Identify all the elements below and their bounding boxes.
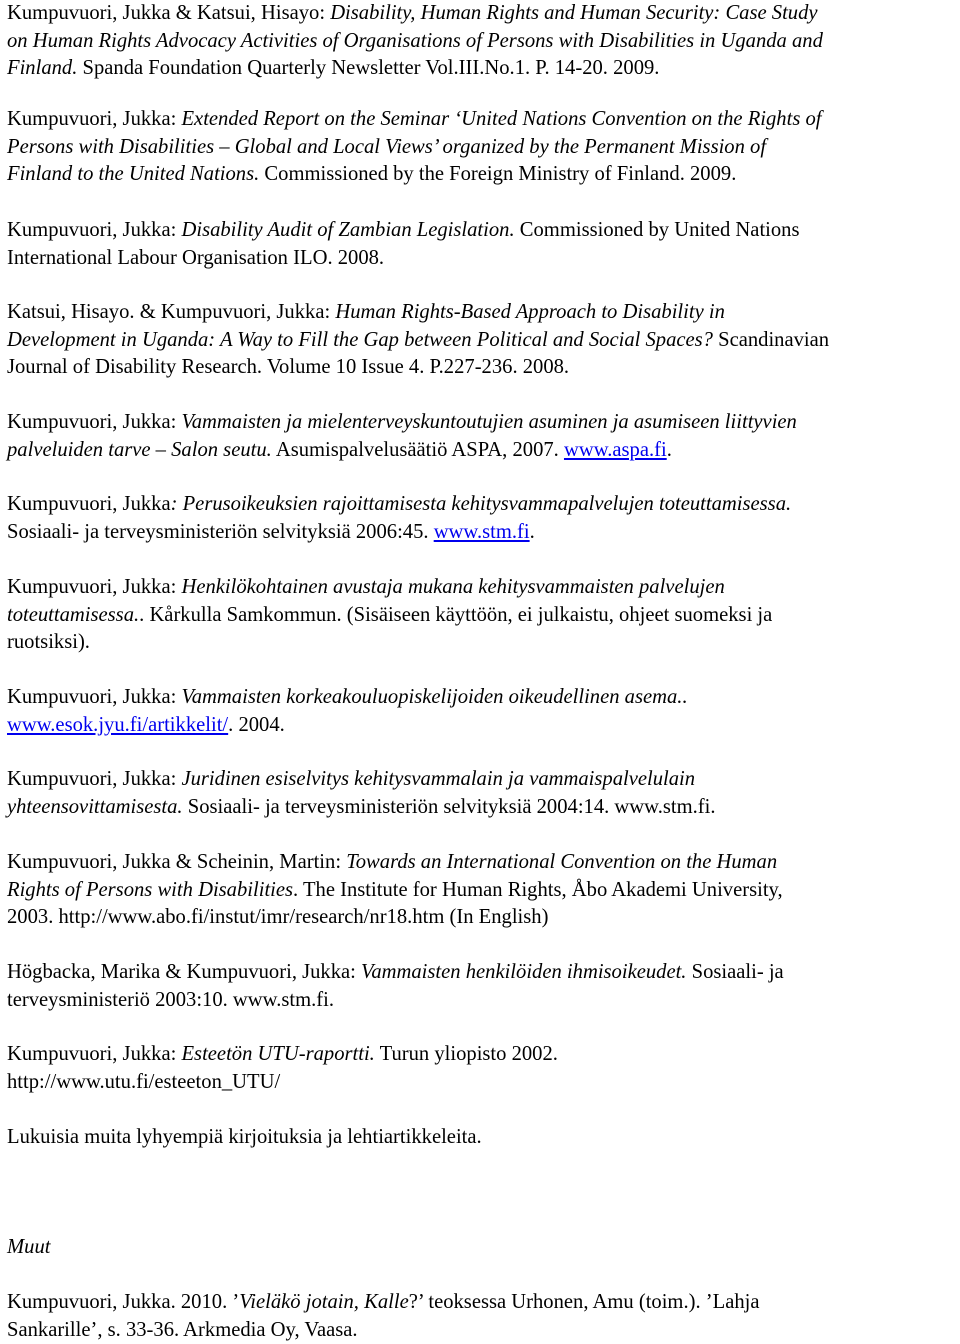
reference-line	[7, 409, 957, 437]
title-text: Towards an International Convention on the Human	[346, 851, 778, 873]
title-text: Vammaisten korkeakouluopiskelijoiden oikeudellinen asema..	[181, 686, 688, 708]
reference-text: Sosiaali- ja terveysministeriön selvityksiä 2004:14. www.stm.fi.	[182, 795, 716, 818]
reference-text: Katsui, Hisayo. & Kumpuvuori, Jukka:	[7, 301, 336, 323]
reference-text: Commissioned by the Foreign Ministry of Finland. 2009.	[259, 163, 737, 185]
reference-line	[7, 134, 957, 162]
reference-entry	[7, 106, 957, 189]
reference-line	[7, 519, 957, 547]
reference-text: ?’ teoksessa Urhonen, Amu (toim.). ’Lahja	[408, 1291, 760, 1313]
title-text: Juridinen esiselvitys kehitysvammalain ja vammaispalvelulain	[181, 768, 696, 790]
reference-line	[7, 55, 957, 83]
reference-line	[7, 437, 957, 465]
reference-line	[7, 217, 957, 245]
reference-line	[7, 766, 957, 794]
reference-line	[7, 959, 957, 987]
title-text: Development in Uganda: A Way to Fill the Gap between Political and Social Spaces?	[7, 328, 713, 351]
reference-line	[7, 245, 957, 273]
reference-entry	[7, 409, 957, 464]
reference-line	[7, 877, 957, 905]
reference-text: 2003. http://www.abo.fi/instut/imr/research/nr18.htm (In English)	[7, 906, 549, 928]
reference-text: Kumpuvuori, Jukka:	[7, 219, 182, 241]
reference-link[interactable]: www.esok.jyu.fi/artikkelit/	[7, 713, 229, 736]
title-text: Finland.	[7, 57, 78, 79]
title-text: Human Rights-Based Approach to Disability in	[335, 301, 725, 323]
reference-line	[7, 1317, 957, 1344]
reference-text: terveysministeriö 2003:10. www.stm.fi.	[7, 988, 334, 1011]
reference-text: Kumpuvuori, Jukka:	[7, 108, 182, 130]
title-text: yhteensovittamisesta.	[7, 795, 183, 818]
reference-line	[7, 106, 957, 134]
section-heading: Muut	[7, 1236, 51, 1258]
title-text: Vammaisten henkilöiden ihmisoikeudet.	[361, 961, 687, 983]
title-text: : Perusoikeuksien rajoittamisesta kehitysvammapalvelujen toteuttamisessa.	[170, 493, 792, 515]
reference-line	[7, 1124, 957, 1152]
reference-text: Kumpuvuori, Jukka:	[7, 768, 182, 790]
reference-text: .	[666, 438, 672, 461]
reference-entry	[7, 684, 957, 739]
reference-text: Kumpuvuori, Jukka:	[7, 576, 182, 598]
title-text: Henkilökohtainen avustaja mukana kehitysvammaisten palvelujen	[181, 576, 725, 598]
reference-text: ruotsiksi).	[7, 631, 90, 653]
reference-entry	[7, 1041, 957, 1096]
reference-line	[7, 354, 957, 382]
title-text: Vieläkö jotain, Kalle	[239, 1291, 409, 1313]
reference-entry	[7, 217, 957, 272]
reference-entry	[7, 959, 957, 1014]
reference-line	[7, 684, 957, 712]
reference-text: Kumpuvuori, Jukka:	[7, 411, 182, 433]
reference-line	[7, 794, 957, 822]
reference-line	[7, 712, 957, 740]
reference-line	[7, 299, 957, 327]
reference-text: Spanda Foundation Quarterly Newsletter Vol.III.No.1. P. 14-20. 2009.	[77, 57, 660, 79]
reference-text: .	[529, 520, 535, 543]
reference-entry	[7, 1124, 957, 1152]
reference-line	[7, 602, 957, 630]
reference-text: http://www.utu.fi/esteeton_UTU/	[7, 1070, 281, 1093]
reference-line	[7, 161, 957, 189]
reference-line	[7, 491, 957, 519]
reference-link[interactable]: www.aspa.fi	[563, 438, 667, 461]
reference-entry	[7, 0, 957, 83]
reference-line	[7, 849, 957, 877]
reference-text: Sankarille’, s. 33-36. Arkmedia Oy, Vaasa.	[7, 1318, 358, 1341]
reference-text: Kumpuvuori, Jukka & Scheinin, Martin:	[7, 851, 347, 873]
reference-link[interactable]: www.stm.fi	[433, 520, 530, 543]
reference-text: Lukuisia muita lyhyempiä kirjoituksia ja lehtiartikkeleita.	[7, 1126, 482, 1148]
title-text: on Human Rights Advocacy Activities of Organisations of Persons with Disabilities in Uganda and	[7, 29, 823, 52]
reference-line	[7, 629, 957, 657]
reference-text: Commissioned by United Nations	[514, 219, 800, 241]
reference-entry	[7, 574, 957, 657]
title-text: palveluiden tarve – Salon seutu.	[7, 438, 272, 461]
reference-text: Sosiaali- ja	[686, 961, 784, 983]
reference-text: Kumpuvuori, Jukka:	[7, 1043, 182, 1065]
reference-entry	[7, 849, 957, 932]
reference-text: Journal of Disability Research. Volume 10 Issue 4. P.227-236. 2008.	[7, 356, 570, 378]
reference-text: Högbacka, Marika & Kumpuvuori, Jukka:	[7, 961, 362, 983]
reference-line	[7, 987, 957, 1015]
reference-text: Kumpuvuori, Jukka:	[7, 686, 182, 708]
reference-line	[7, 28, 957, 56]
title-text: Rights of Persons with Disabilities	[7, 878, 294, 901]
reference-line	[7, 904, 957, 932]
reference-text: International Labour Organisation ILO. 2008.	[7, 246, 385, 269]
reference-line	[7, 1289, 957, 1317]
reference-text: Turun yliopisto 2002.	[374, 1043, 558, 1065]
title-text: Persons with Disabilities – Global and Local Views’ organized by the Permanent Mission of	[7, 135, 767, 158]
reference-text: Kumpuvuori, Jukka. 2010. ’	[7, 1291, 240, 1313]
title-text: toteuttamisessa.	[7, 603, 140, 626]
title-text: Esteetön UTU-raportti.	[181, 1043, 375, 1065]
reference-text: Kumpuvuori, Jukka	[7, 493, 171, 515]
reference-line	[7, 1069, 957, 1097]
title-text: Vammaisten ja mielenterveyskuntoutujien asuminen ja asumiseen liittyvien	[181, 411, 797, 433]
reference-entry	[7, 299, 957, 382]
reference-entry	[7, 766, 957, 821]
other-reference	[7, 1289, 957, 1344]
reference-text: Sosiaali- ja terveysministeriön selvityksiä 2006:45.	[7, 520, 434, 543]
reference-text: Scandinavian	[712, 328, 830, 351]
reference-text: Kumpuvuori, Jukka & Katsui, Hisayo:	[7, 2, 331, 24]
reference-line	[7, 574, 957, 602]
reference-text: . The Institute for Human Rights, Åbo Akademi University,	[293, 878, 783, 901]
title-text: Disability Audit of Zambian Legislation.	[181, 219, 515, 241]
title-text: Finland to the United Nations.	[7, 163, 260, 185]
reference-entry	[7, 491, 957, 546]
reference-line	[7, 0, 957, 28]
reference-line	[7, 327, 957, 355]
reference-text: Asumispalvelusäätiö ASPA, 2007.	[271, 438, 564, 461]
title-text: Extended Report on the Seminar ‘United Nations Convention on the Rights of	[181, 108, 822, 130]
title-text: Disability, Human Rights and Human Security: Case Study	[330, 2, 818, 24]
reference-text: . 2004.	[228, 713, 285, 736]
reference-text: . Kårkulla Samkommun. (Sisäiseen käyttöön, ei julkaistu, ohjeet suomeksi ja	[139, 603, 773, 626]
reference-line	[7, 1041, 957, 1069]
